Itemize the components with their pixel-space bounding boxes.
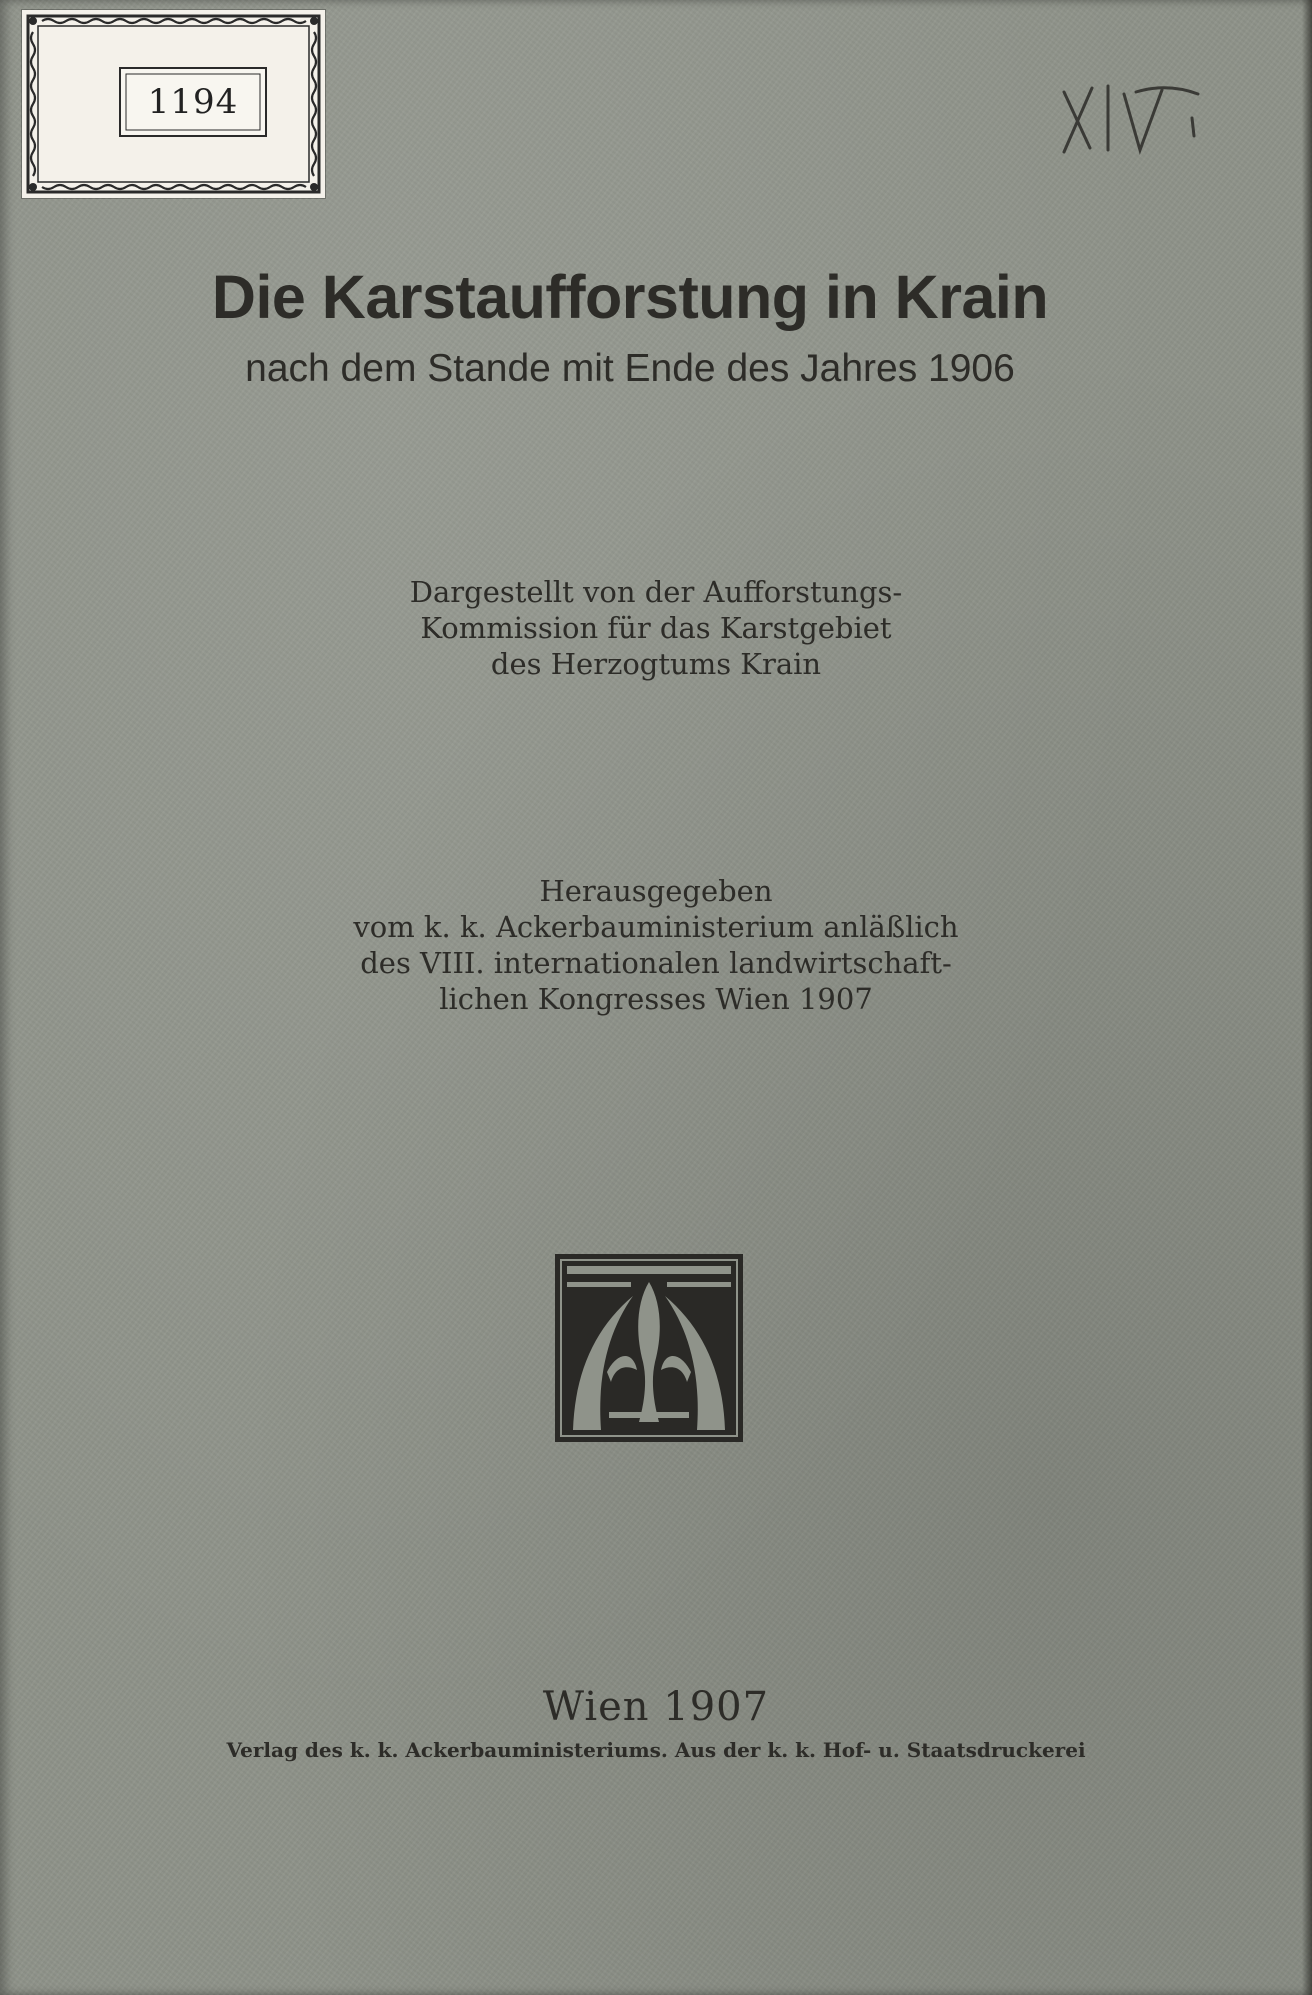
published-by-line: lichen Kongresses Wien 1907 <box>439 982 873 1016</box>
publisher-imprint: Verlag des k. k. Ackerbauministeriums. Aus der k. k. Hof- u. Staatsdruckerei <box>226 1738 1086 1762</box>
compiled-by-line: des Herzogtums Krain <box>490 647 822 681</box>
document-title: Die Karstaufforstung in Krain <box>211 263 1049 331</box>
library-label <box>22 10 325 198</box>
handwritten-shelf-mark <box>1058 78 1208 168</box>
published-by-line: des VIII. internationalen landwirtschaft- <box>360 946 952 980</box>
label-number: 1194 <box>147 82 239 122</box>
published-by-line: vom k. k. Ackerbauministerium anläßlich <box>353 910 959 944</box>
published-by-line: Herausgegeben <box>539 874 773 908</box>
compiled-by-block <box>166 574 1146 682</box>
art-nouveau-emblem-icon <box>553 1252 745 1444</box>
compiled-by-line: Dargestellt von der Aufforstungs- <box>409 575 903 609</box>
published-by-block <box>166 873 1146 1017</box>
compiled-by-line: Kommission für das Karstgebiet <box>420 611 892 645</box>
place-and-year: Wien 1907 <box>542 1684 770 1730</box>
document-subtitle: nach dem Stande mit Ende des Jahres 1906 <box>245 347 1015 390</box>
cover-edge-shadow <box>1302 0 1312 1995</box>
handwritten-mark-text: XIV <box>1058 78 1060 79</box>
